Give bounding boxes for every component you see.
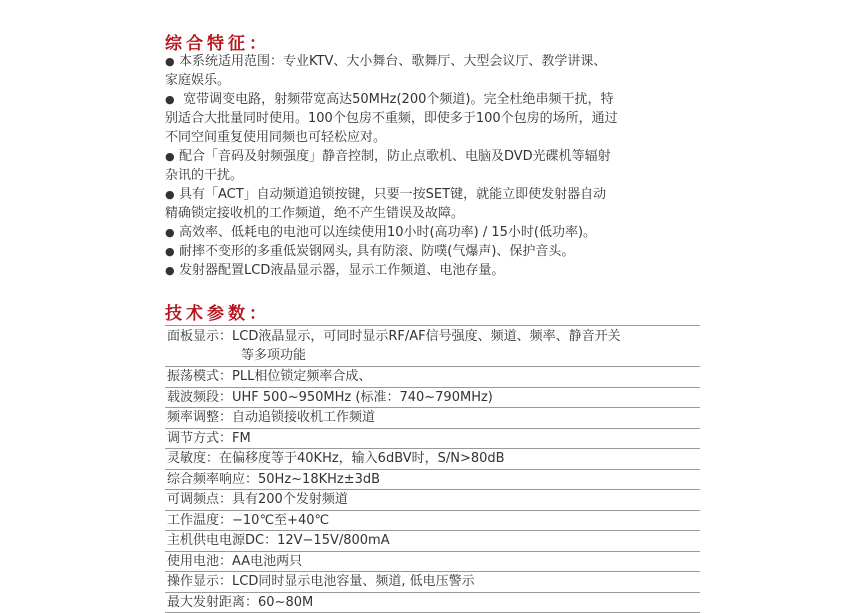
features-list xyxy=(165,52,695,280)
spec-row xyxy=(165,387,700,408)
bullet-icon: ● xyxy=(165,185,179,204)
spec-label: 面板显示： xyxy=(167,329,232,344)
spec-label: 综合频率响应： xyxy=(167,472,258,487)
spec-label: 最大发射距离： xyxy=(167,595,258,610)
spec-label: 振荡模式： xyxy=(167,369,232,384)
spec-row xyxy=(165,469,700,490)
feature-text: 本系统适用范围：专业KTV、大小舞台、歌舞厅、大型会议厅、教学讲课、 xyxy=(179,54,606,69)
feature-text: 精确锁定接收机的工作频道，绝不产生错误及故障。 xyxy=(165,206,464,221)
spec-row xyxy=(165,325,700,366)
feature-text: 家庭娱乐。 xyxy=(165,73,230,88)
spec-row xyxy=(165,448,700,469)
spec-row xyxy=(165,530,700,551)
feature-text: 发射器配置LCD液晶显示器，显示工作频道、电池存量。 xyxy=(179,263,504,278)
feature-text: 具有「ACT」自动频道追锁按键，只要一按SET键，就能立即使发射器自动 xyxy=(179,187,606,202)
bullet-icon: ● xyxy=(165,223,179,242)
specs-table xyxy=(165,325,700,613)
spec-row xyxy=(165,510,700,531)
feature-text: 杂讯的干扰。 xyxy=(165,168,243,183)
spec-label: 可调频点： xyxy=(167,492,232,507)
spec-row xyxy=(165,592,700,613)
spec-label: 调节方式： xyxy=(167,431,232,446)
feature-text: 不同空间重复使用同频也可轻松应对。 xyxy=(165,130,386,145)
specs-heading: 技术参数： xyxy=(165,299,270,324)
feature-text: 耐摔不变形的多重低炭钢网头, 具有防滚、防噗(气爆声)、保护音头。 xyxy=(179,244,574,259)
spec-label: 操作显示： xyxy=(167,574,232,589)
spec-value: FM xyxy=(232,431,251,446)
spec-value: 50Hz~18KHz±3dB xyxy=(258,472,380,487)
spec-value: 60~80M xyxy=(258,595,313,610)
feature-text: 配合「音码及射频强度」静音控制，防止点歌机、电脑及DVD光碟机等辐射 xyxy=(179,149,611,164)
spec-label: 载波频段： xyxy=(167,390,232,405)
spec-value: −10℃至+40℃ xyxy=(232,513,329,528)
bullet-icon: ● xyxy=(165,52,179,71)
spec-value: LCD液晶显示，可同时显示RF/AF信号强度、频道、频率、静音开关 xyxy=(232,329,621,344)
feature-item xyxy=(165,261,695,280)
spec-value: 12V−15V/800mA xyxy=(277,533,390,548)
spec-row xyxy=(165,571,700,592)
bullet-icon: ● xyxy=(165,90,179,109)
spec-value-continued: 等多项功能 xyxy=(167,348,306,363)
spec-row xyxy=(165,366,700,387)
feature-item xyxy=(165,242,695,261)
spec-label: 主机供电电源DC： xyxy=(167,533,277,548)
feature-item xyxy=(165,185,695,223)
feature-item xyxy=(165,52,695,90)
spec-value: AA电池两只 xyxy=(232,554,302,569)
feature-text: 高效率、低耗电的电池可以连续使用10小时(高功率) / 15小时(低功率)。 xyxy=(179,225,596,240)
spec-row xyxy=(165,407,700,428)
bullet-icon: ● xyxy=(165,242,179,261)
spec-value: PLL相位锁定频率合成、 xyxy=(232,369,371,384)
spec-value: 自动追锁接收机工作频道 xyxy=(232,410,375,425)
spec-label: 频率调整： xyxy=(167,410,232,425)
spec-label: 灵敏度： xyxy=(167,451,219,466)
spec-row xyxy=(165,489,700,510)
spec-label: 工作温度： xyxy=(167,513,232,528)
bullet-icon: ● xyxy=(165,147,179,166)
features-heading: 综合特征： xyxy=(165,29,270,54)
spec-row xyxy=(165,428,700,449)
spec-value: 具有200个发射频道 xyxy=(232,492,348,507)
feature-item xyxy=(165,147,695,185)
spec-row xyxy=(165,551,700,572)
spec-value: UHF 500~950MHz (标准：740~790MHz) xyxy=(232,390,493,405)
spec-value: LCD同时显示电池容量、频道, 低电压警示 xyxy=(232,574,475,589)
feature-text: 别适合大批量同时使用。100个包房不重频，即使多于100个包房的场所，通过 xyxy=(165,111,618,126)
bullet-icon: ● xyxy=(165,261,179,280)
spec-value: 在偏移度等于40KHz，输入6dBV时，S/N>80dB xyxy=(219,451,505,466)
spec-label: 使用电池： xyxy=(167,554,232,569)
feature-item xyxy=(165,223,695,242)
feature-item xyxy=(165,90,695,147)
feature-text: 宽带调变电路，射频带宽高达50MHz(200个频道)。完全杜绝串频干扰，特 xyxy=(179,92,613,107)
